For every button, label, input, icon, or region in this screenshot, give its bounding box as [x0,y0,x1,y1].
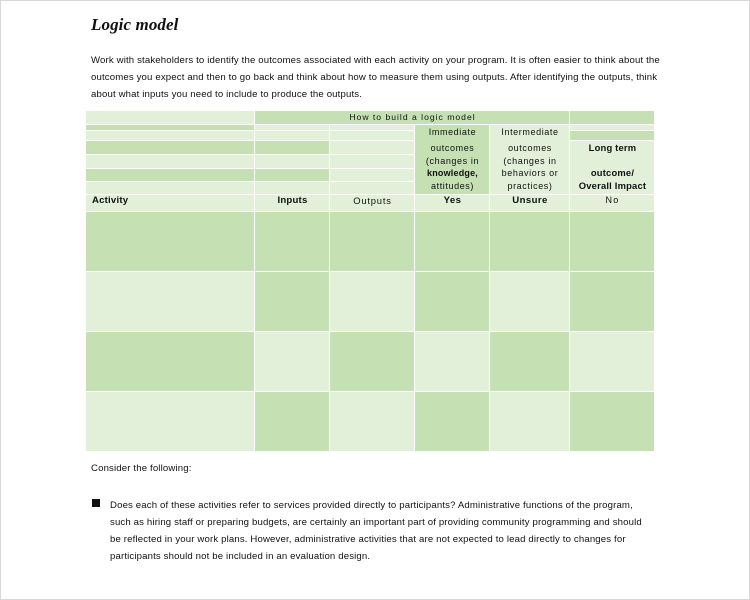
immediate-line-1: Immediate [428,127,477,137]
table-cell [570,111,655,125]
table-cell [570,392,655,452]
table-cell [330,272,415,332]
table-cell [255,332,330,392]
table-cell [86,111,255,125]
table-cell [330,392,415,452]
table-cell [255,131,330,141]
table-cell [330,212,415,272]
table-cell [570,212,655,272]
table-cell [255,141,330,155]
table-cell [330,141,415,155]
immediate-line-5: attitudes) [430,181,475,191]
page-title: Logic model [91,15,179,34]
table-cell [415,272,490,332]
logic-model-table [86,111,655,452]
table-cell [330,332,415,392]
table-cell [255,169,330,182]
table-cell [255,155,330,169]
table-cell [570,332,655,392]
intermediate-line-3: (changes in [503,156,557,166]
square-bullet-icon [92,499,100,507]
table-cell [415,332,490,392]
table-cell [86,155,255,169]
table-cell [86,392,255,452]
intro-paragraph: Work with stakeholders to identify the outcomes associated with each activity on your program. It is often easier to think about the outcomes you expect and then to go back and think about how to measure them using outputs. After identifying the outputs, think about what inputs you need to include to produce the outputs. [91,55,660,101]
table-cell [86,131,255,141]
table-cell [86,182,255,195]
immediate-line-2: outcomes [430,143,475,153]
table-cell [330,169,415,182]
table-caption: How to build a logic model [349,112,476,122]
table-cell [86,272,255,332]
table-cell [86,141,255,155]
intermediate-line-2: outcomes [508,143,552,153]
table-cell [255,182,330,195]
immediate-line-3: (changes in [425,156,480,166]
header-inputs: Inputs [277,195,308,206]
table-cell [490,332,570,392]
long-term-line-2: outcome/ [590,167,635,178]
table-cell [86,332,255,392]
long-term-line-3: Overall Impact [578,180,647,191]
table-cell [570,272,655,332]
long-term-line-1: Long term [588,142,637,153]
header-no: No [605,195,620,205]
intermediate-line-4: behaviors or [501,168,559,178]
table-cell [330,182,415,195]
header-outputs: Outputs [353,195,392,206]
intermediate-line-1: Intermediate [501,127,559,137]
immediate-line-4: knowledge, [426,168,478,178]
consider-text: Consider the following: [91,463,192,474]
table-cell [570,131,655,141]
table-cell [255,392,330,452]
table-cell [86,212,255,272]
table-cell [490,392,570,452]
header-unsure: Unsure [512,195,548,206]
table-cell [330,155,415,169]
table-cell [255,272,330,332]
header-activity: Activity [92,195,129,206]
table-cell [86,169,255,182]
table-cell [415,392,490,452]
table-cell [330,131,415,141]
intermediate-line-5: practices) [507,181,553,191]
table-cell [255,212,330,272]
table-cell [415,212,490,272]
table-cell [490,212,570,272]
table-cell [490,272,570,332]
bullet-paragraph: Does each of these activities refer to services provided directly to participants? Administrative functions of the program, such as hiring staff or preparing budgets, are certainly an important part of providing community programming and should be reflected in your work plans. However, administrative activities that are not expected to lead directly to changes for participants should not be included in an evaluation design. [110,500,642,562]
header-yes: Yes [443,195,462,206]
